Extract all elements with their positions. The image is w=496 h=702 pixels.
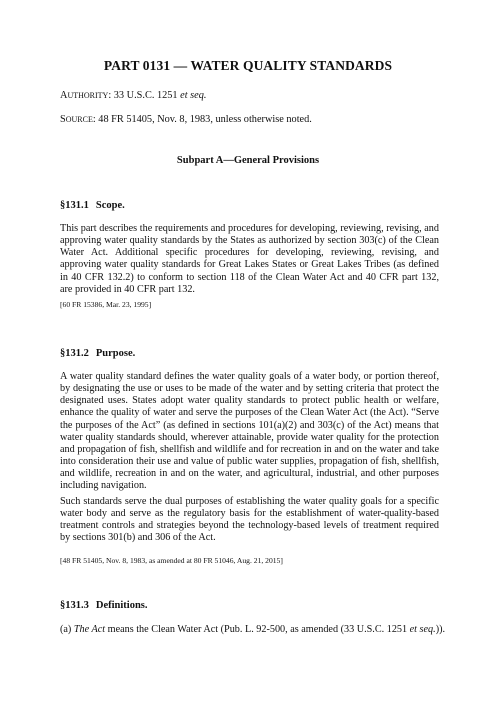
authority-italic: et seq.	[180, 90, 207, 101]
section-heading-131-3	[60, 600, 148, 611]
authority-label-rest: UTHORITY	[67, 91, 109, 100]
definition-item-a	[60, 624, 445, 635]
section-heading-131-2	[60, 348, 135, 359]
section-citation: [60 FR 15386, Mar. 23, 1995]	[60, 300, 152, 309]
authority-text: : 33 U.S.C. 1251	[108, 90, 181, 101]
section-number: §131.3	[60, 600, 89, 611]
source-label-rest: OURCE	[65, 115, 93, 124]
definition-term: The Act	[73, 624, 106, 635]
section-title: Scope.	[95, 200, 125, 211]
definition-prefix: (a)	[60, 624, 74, 635]
authority-label-initial: A	[60, 90, 68, 101]
source-label-initial: S	[60, 114, 66, 125]
source-text: : 48 FR 51405, Nov. 8, 1983, unless otherwise noted.	[92, 114, 312, 125]
section-paragraph: Such standards serve the dual purposes of establishing the water quality goals for a specific water body and serve as the regulatory basis for the establishment of water-quality-based treatment controls and strategies beyond the technology-based levels of treatment required by sections 301(b) and 306 of the Act.	[60, 496, 439, 544]
section-number: §131.1	[60, 200, 89, 211]
authority-line	[60, 90, 206, 101]
definition-text: means the Clean Water Act (Pub. L. 92-500, as amended (33 U.S.C. 1251	[105, 624, 410, 635]
section-heading-131-1	[60, 200, 125, 211]
document-title: PART 0131 — WATER QUALITY STANDARDS	[103, 58, 393, 73]
section-paragraph: This part describes the requirements and procedures for developing, reviewing, revising, and approving water quality standards by the States as authorized by section 303(c) of the Clean Water Act. Additional specific procedures for developing, reviewing, revising, and approving water quality standards for Great Lakes States or Great Lakes Tribes (as defined in 40 CFR 132.2) to conform to section 118 of the Clean Water Act and 40 CFR part 132, are provided in 40 CFR part 132.	[60, 223, 439, 295]
source-line	[60, 114, 312, 125]
definition-suffix: )).	[435, 624, 446, 635]
subpart-heading: Subpart A—General Provisions	[176, 155, 320, 166]
section-number: §131.2	[60, 348, 89, 359]
section-title: Definitions.	[95, 600, 148, 611]
section-citation: [48 FR 51405, Nov. 8, 1983, as amended at 80 FR 51046, Aug. 21, 2015]	[60, 556, 283, 565]
section-paragraph: A water quality standard defines the water quality goals of a water body, or portion thereof, by designating the use or uses to be made of the water and by setting criteria that protect the designated uses. States adopt water quality standards to protect public health or welfare, enhance the quality of water and serve the purposes of the Clean Water Act (the Act). “Serve the purposes of the Act” (as defined in sections 101(a)(2) and 303(c) of the Act) means that water quality standards should, wherever attainable, provide water quality for the protection and propagation of fish, shellfish and wildlife and for recreation in and on the water and take into consideration their use and value of public water supplies, propagation of fish, shellfish, and wildlife, recreation in and on the water, and agricultural, industrial, and other purposes including navigation.	[60, 371, 439, 492]
definition-italic: et seq.	[409, 624, 436, 635]
section-title: Purpose.	[95, 348, 136, 359]
